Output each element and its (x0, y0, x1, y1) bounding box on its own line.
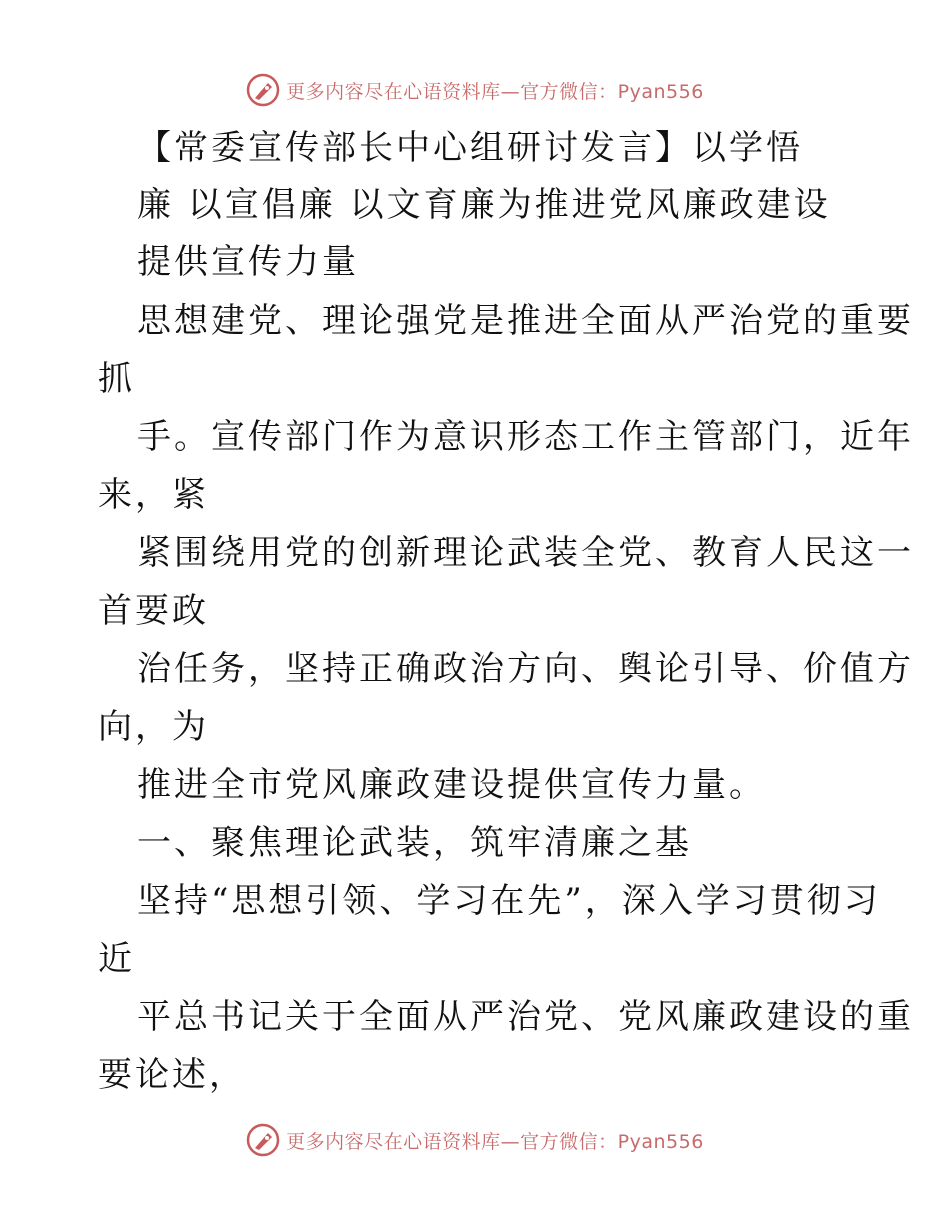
section-heading: 一、聚焦理论武装，筑牢清廉之基 (137, 823, 692, 863)
pen-nib-logo-icon (246, 73, 280, 107)
title-line-2: 廉 以宣倡廉 以文育廉为推进党风廉政建设 (137, 185, 831, 225)
title-line-3: 提供宣传力量 (137, 242, 359, 282)
title-line-1: 【常委宣传部长中心组研讨发言】以学悟 (137, 128, 803, 168)
paragraph-line: 首要政 (98, 591, 209, 631)
header-watermark-text: 更多内容尽在心语资料库—官方微信：Pyan556 (286, 80, 704, 103)
footer-watermark-text: 更多内容尽在心语资料库—官方微信：Pyan556 (286, 1130, 704, 1153)
paragraph-line: 治任务，坚持正确政治方向、舆论引导、价值方 (137, 649, 914, 689)
paragraph-line: 平总书记关于全面从严治党、党风廉政建设的重 (137, 997, 914, 1037)
header-watermark-banner (0, 70, 950, 110)
paragraph-line: 抓 (98, 359, 135, 399)
footer-watermark-banner (0, 1120, 950, 1160)
paragraph-line: 近 (98, 939, 135, 979)
paragraph-line: 坚持“思想引领、学习在先”，深入学习贯彻习 (137, 881, 881, 921)
paragraph-line: 要论述， (98, 1055, 246, 1095)
pen-nib-logo-icon (246, 1123, 280, 1157)
paragraph-line: 紧围绕用党的创新理论武装全党、教育人民这一 (137, 533, 914, 573)
paragraph-line: 向，为 (98, 707, 209, 747)
paragraph-line: 手。宣传部门作为意识形态工作主管部门，近年 (137, 417, 914, 457)
paragraph-line: 思想建党、理论强党是推进全面从严治党的重要 (137, 301, 914, 341)
paragraph-line: 来，紧 (98, 475, 209, 515)
paragraph-line: 推进全市党风廉政建设提供宣传力量。 (137, 765, 766, 805)
